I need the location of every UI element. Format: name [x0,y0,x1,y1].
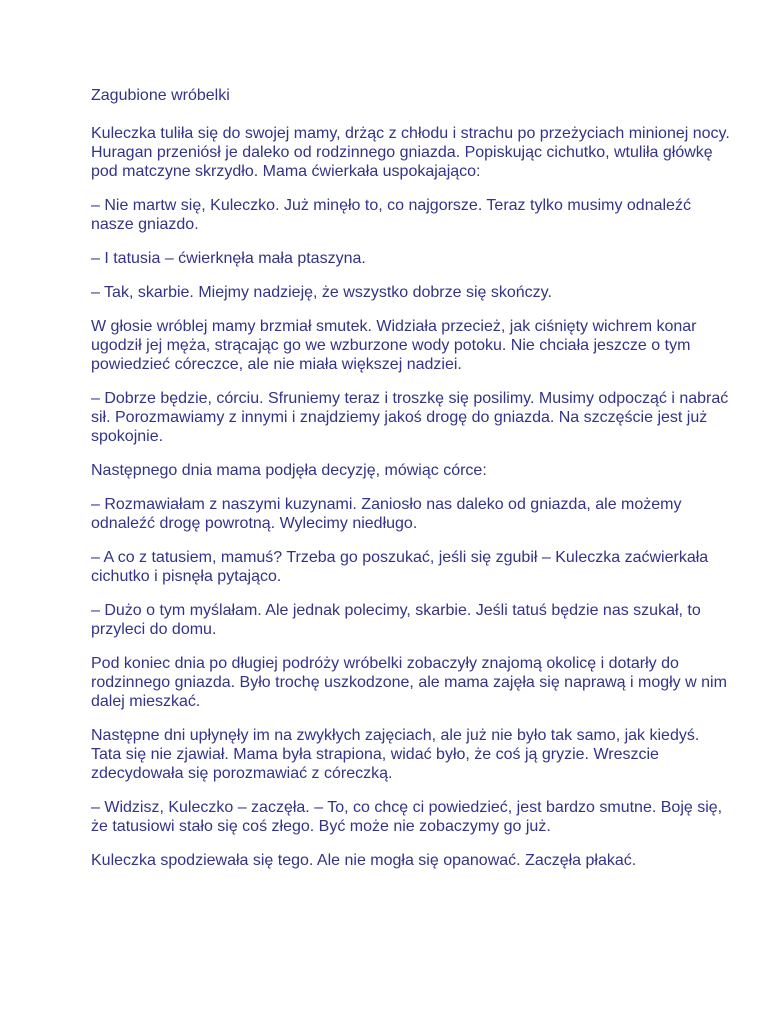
paragraph: – Widzisz, Kuleczko – zaczęła. – To, co chcę ci powiedzieć, jest bardzo smutne. Boję się, że tatusiowi stało się coś złego. Być może nie zobaczymy go już. [91,799,723,835]
paragraph: – Tak, skarbie. Miejmy nadzieję, że wszystko dobrze się skończy. [91,284,552,301]
paragraph: W głosie wróblej mamy brzmiał smutek. Widziała przecież, jak ciśnięty wichrem konar ugodził jej męża, strącając go we wzburzone wody potoku. Nie chciała jeszcze o tym powiedzieć córeczce, ale nie miała większej nadziei. [91,318,697,373]
document-page [91,86,731,885]
paragraph: Następne dni upłynęły im na zwykłych zajęciach, ale już nie było tak samo, jak kiedyś. Tata się nie zjawiał. Mama była strapiona, widać było, że coś ją gryzie. Wreszcie zdecydowała się porozmawiać z córeczką. [91,727,700,782]
paragraph: – Dużo o tym myślałam. Ale jednak polecimy, skarbie. Jeśli tatuś będzie nas szukał, to przyleci do domu. [91,602,701,638]
paragraph: Następnego dnia mama podjęła decyzję, mówiąc córce: [91,462,487,479]
paragraph: – Nie martw się, Kuleczko. Już minęło to, co najgorsze. Teraz tylko musimy odnaleźć nasze gniazdo. [91,197,691,233]
paragraph: – A co z tatusiem, mamuś? Trzeba go poszukać, jeśli się zgubił – Kuleczka zaćwierkała cichutko i pisnęła pytająco. [91,549,709,585]
paragraph: – I tatusia – ćwierknęła mała ptaszyna. [91,250,366,267]
document-title: Zagubione wróbelki [91,87,230,104]
paragraph: Kuleczka tuliła się do swojej mamy, drżąc z chłodu i strachu po przeżyciach minionej nocy. Huragan przeniósł je daleko od rodzinnego gniazda. Popiskując cichutko, wtuliła główkę pod matczyne skrzydło. Mama ćwierkała uspokajająco: [91,125,730,180]
paragraph: – Dobrze będzie, córciu. Sfruniemy teraz i troszkę się posilimy. Musimy odpocząć i nabrać sił. Porozmawiamy z innymi i znajdziemy jakoś drogę do gniazda. Na szczęście jest już spokojnie. [91,390,729,445]
paragraph: – Rozmawiałam z naszymi kuzynami. Zaniosło nas daleko od gniazda, ale możemy odnaleźć drogę powrotną. Wylecimy niedługo. [91,496,682,532]
paragraph: Kuleczka spodziewała się tego. Ale nie mogła się opanować. Zaczęła płakać. [91,852,637,869]
paragraph: Pod koniec dnia po długiej podróży wróbelki zobaczyły znajomą okolicę i dotarły do rodzinnego gniazda. Było trochę uszkodzone, ale mama zajęła się naprawą i mogły w nim dalej mieszkać. [91,655,727,710]
